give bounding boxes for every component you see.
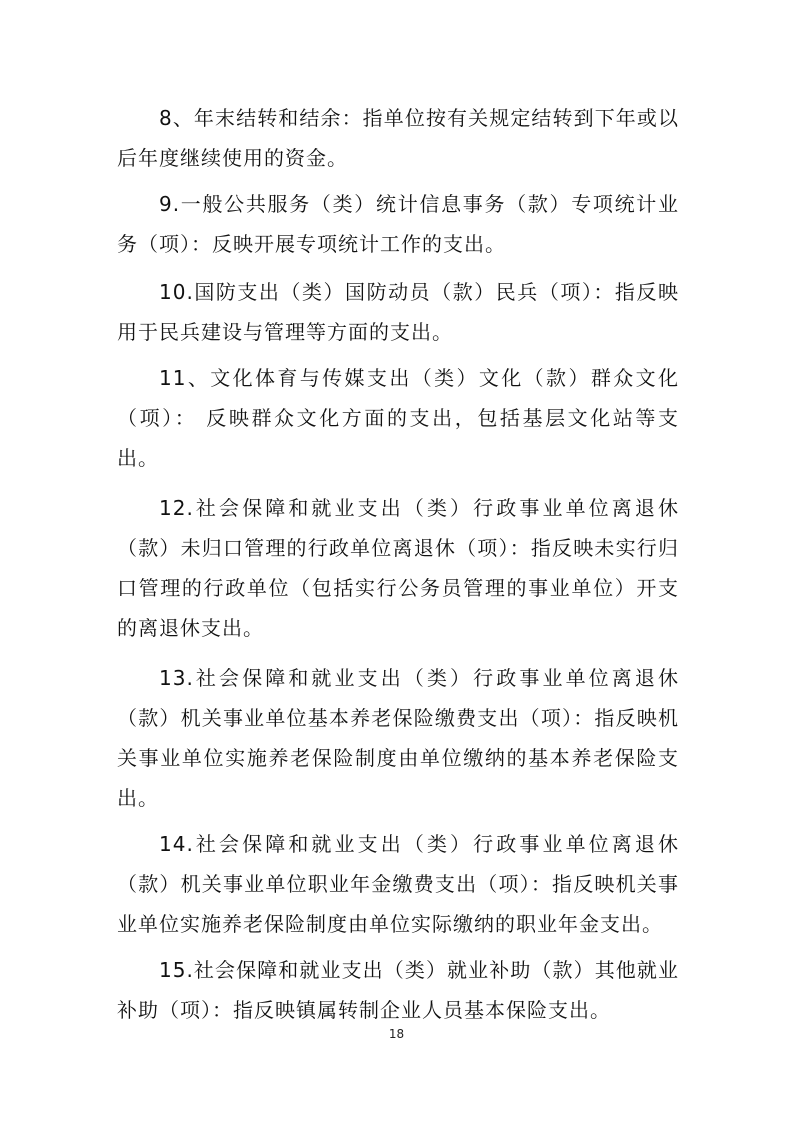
paragraph-item-9: 9.一般公共服务（类）统计信息事务（款）专项统计业务（项）：反映开展专项统计工作的支出。 — [117, 192, 679, 256]
paragraph-item-10: 10.国防支出（类）国防动员（款）民兵（项）：指反映用于民兵建设与管理等方面的支出。 — [117, 280, 679, 344]
paragraph-item-15: 15.社会保障和就业支出（类）就业补助（款）其他就业补助（项）：指反映镇属转制企业人员基本保险支出。 — [117, 958, 679, 1022]
document-body — [117, 98, 679, 1040]
page-number: 18 — [388, 1027, 405, 1041]
paragraph-item-8: 8、年末结转和结余：指单位按有关规定结转到下年或以后年度继续使用的资金。 — [117, 106, 679, 170]
paragraph-item-13: 13.社会保障和就业支出（类）行政事业单位离退休（款）机关事业单位基本养老保险缴费支出（项）：指反映机关事业单位实施养老保险制度由单位缴纳的基本养老保险支出。 — [117, 666, 679, 810]
paragraph-item-14: 14.社会保障和就业支出（类）行政事业单位离退休（款）机关事业单位职业年金缴费支出（项）：指反映机关事业单位实施养老保险制度由单位实际缴纳的职业年金支出。 — [117, 832, 679, 936]
paragraph-item-12: 12.社会保障和就业支出（类）行政事业单位离退休（款）未归口管理的行政单位离退休（项）：指反映未实行归口管理的行政单位（包括实行公务员管理的事业单位）开支的离退休支出。 — [117, 496, 679, 640]
paragraph-item-11: 11、文化体育与传媒支出（类）文化（款）群众文化（项）： 反映群众文化方面的支出，包括基层文化站等支出。 — [117, 366, 679, 470]
